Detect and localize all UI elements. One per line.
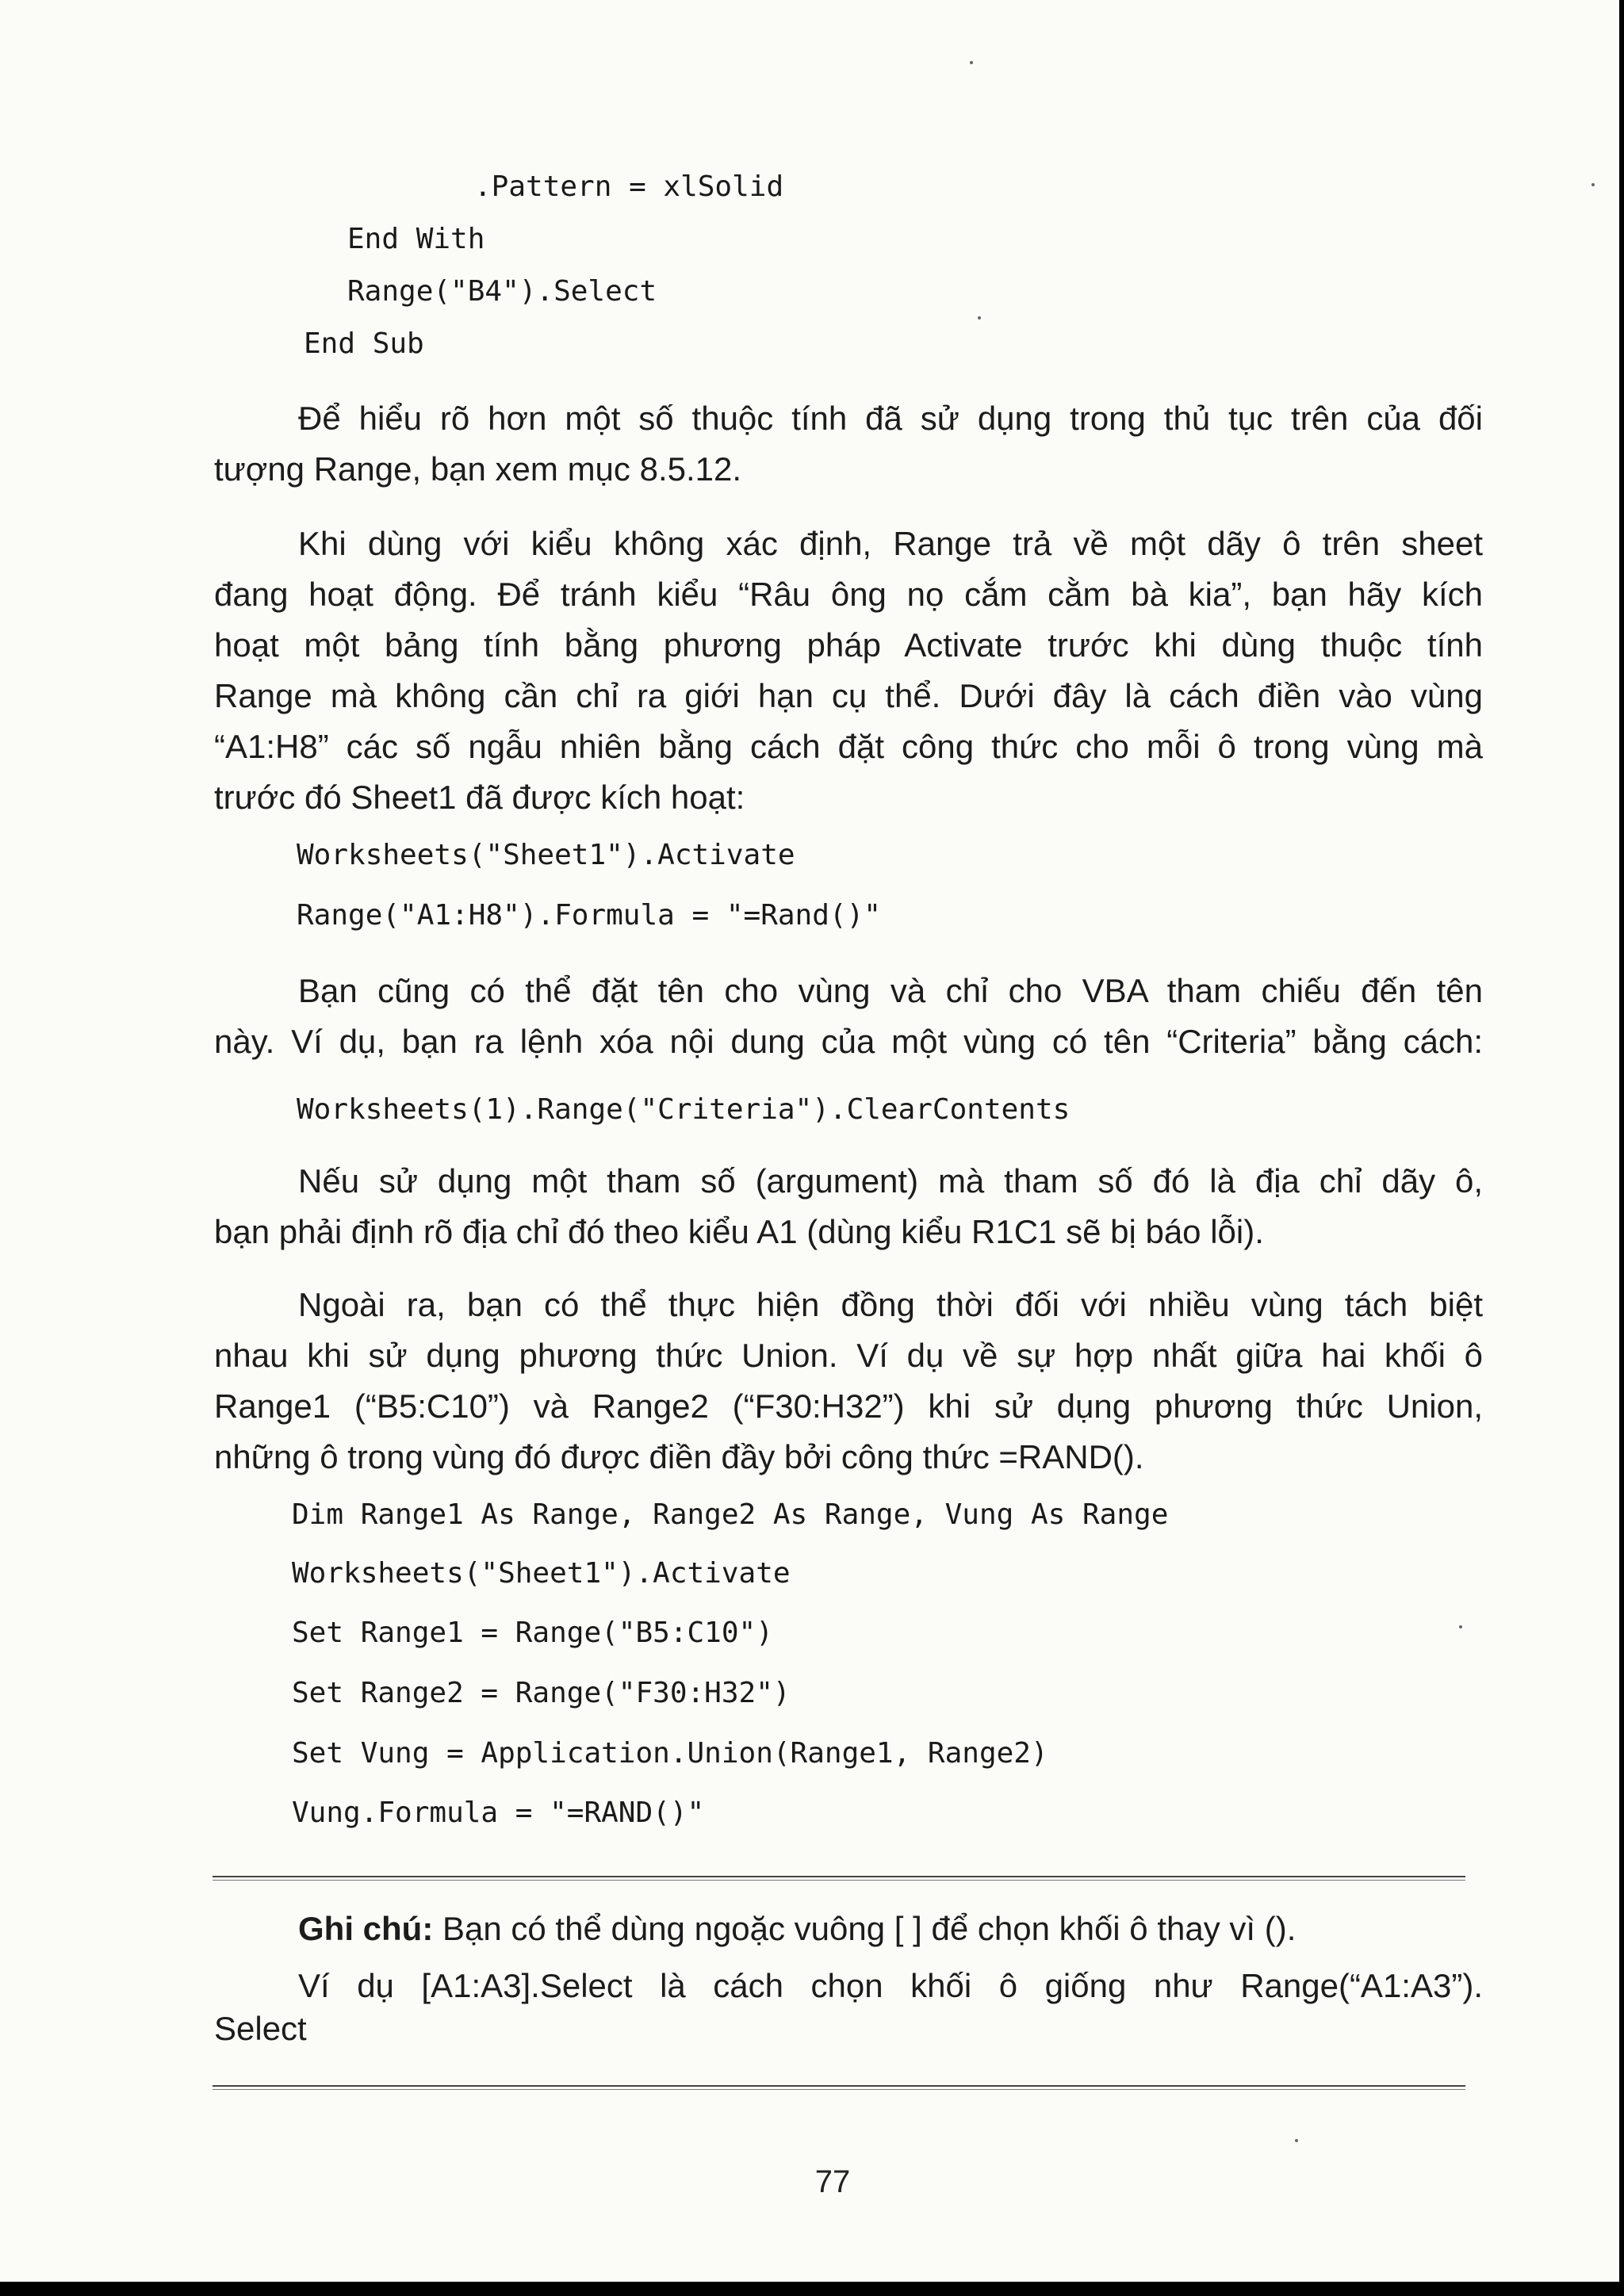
code-line: Worksheets("Sheet1").Activate (297, 839, 795, 871)
note-text: Bạn có thể dùng ngoặc vuông [ ] để chọn khối ô thay vì (). (433, 1910, 1297, 1947)
note-line: Select (214, 2010, 307, 2047)
note-label: Ghi chú: (298, 1910, 434, 1947)
text-line: đang hoạt động. Để tránh kiểu “Râu ông nọ cắm cằm bà kia”, bạn hãy kích (214, 576, 1483, 613)
code-line: Range("B4").Select (347, 275, 657, 308)
code-line: Set Vung = Application.Union(Range1, Range2) (292, 1737, 1048, 1770)
scan-speck (970, 61, 973, 64)
paragraph (214, 1280, 1483, 1483)
text-line: Để hiểu rõ hơn một số thuộc tính đã sử dụng trong thủ tục trên của đối (298, 400, 1483, 437)
text-line: tượng Range, bạn xem mục 8.5.12. (214, 450, 742, 488)
scan-speck (1591, 183, 1595, 186)
scan-speck (1295, 2139, 1298, 2142)
text-line: Ngoài ra, bạn có thể thực hiện đồng thời đối với nhiều vùng tách biệt (298, 1286, 1483, 1323)
text-line: Range1 (“B5:C10”) và Range2 (“F30:H32”) khi sử dụng phương thức Union, (214, 1387, 1483, 1425)
note-box (214, 1904, 1483, 2054)
scan-speck (978, 316, 981, 320)
note-line (214, 1904, 1483, 1954)
text-line: Range mà không cần chỉ ra giới hạn cụ thể. Dưới đây là cách điền vào vùng (214, 677, 1483, 714)
note-top-rule (213, 1876, 1465, 1881)
code-line: Worksheets(1).Range("Criteria").ClearContents (297, 1093, 1071, 1126)
code-line: Set Range1 = Range("B5:C10") (292, 1617, 773, 1649)
text-line: hoạt một bảng tính bằng phương pháp Activate trước khi dùng thuộc tính (214, 626, 1483, 664)
paragraph (214, 1156, 1483, 1257)
text-line: Khi dùng với kiểu không xác định, Range trả về một dãy ô trên sheet (298, 525, 1483, 562)
text-line: Bạn cũng có thể đặt tên cho vùng và chỉ cho VBA tham chiếu đến tên (298, 972, 1483, 1009)
text-line: này. Ví dụ, bạn ra lệnh xóa nội dung của một vùng có tên “Criteria” bằng cách: (214, 1023, 1483, 1060)
paragraph (214, 519, 1483, 823)
text-line: trước đó Sheet1 đã được kích hoạt: (214, 779, 745, 816)
code-line: End Sub (304, 327, 424, 360)
note-bottom-rule (213, 2085, 1465, 2090)
text-line: “A1:H8” các số ngẫu nhiên bằng cách đặt công thức cho mỗi ô trong vùng mà (214, 728, 1483, 765)
code-line: Dim Range1 As Range, Range2 As Range, Vung As Range (292, 1498, 1169, 1531)
paragraph (214, 393, 1483, 495)
text-line: nhau khi sử dụng phương thức Union. Ví dụ về sự hợp nhất giữa hai khối ô (214, 1337, 1483, 1374)
code-line: End With (347, 223, 485, 255)
text-line: Nếu sử dụng một tham số (argument) mà tham số đó là địa chỉ dãy ô, (298, 1162, 1483, 1200)
code-line: Set Range2 = Range("F30:H32") (292, 1677, 791, 1709)
code-line: .Pattern = xlSolid (474, 170, 784, 203)
scan-speck (1459, 1625, 1462, 1628)
code-line: Vung.Formula = "=RAND()" (292, 1797, 705, 1829)
text-line: bạn phải định rõ địa chỉ đó theo kiểu A1 (dùng kiểu R1C1 sẽ bị báo lỗi). (214, 1213, 1264, 1250)
paragraph (214, 966, 1483, 1067)
code-line: Range("A1:H8").Formula = "=Rand()" (297, 899, 881, 932)
text-line: những ô trong vùng đó được điền đầy bởi công thức =RAND(). (214, 1438, 1144, 1475)
note-line: Ví dụ [A1:A3].Select là cách chọn khối ô giống như Range(“A1:A3”). (298, 1967, 1483, 2004)
code-line: Worksheets("Sheet1").Activate (292, 1557, 791, 1590)
page-number: 77 (814, 2164, 851, 2199)
